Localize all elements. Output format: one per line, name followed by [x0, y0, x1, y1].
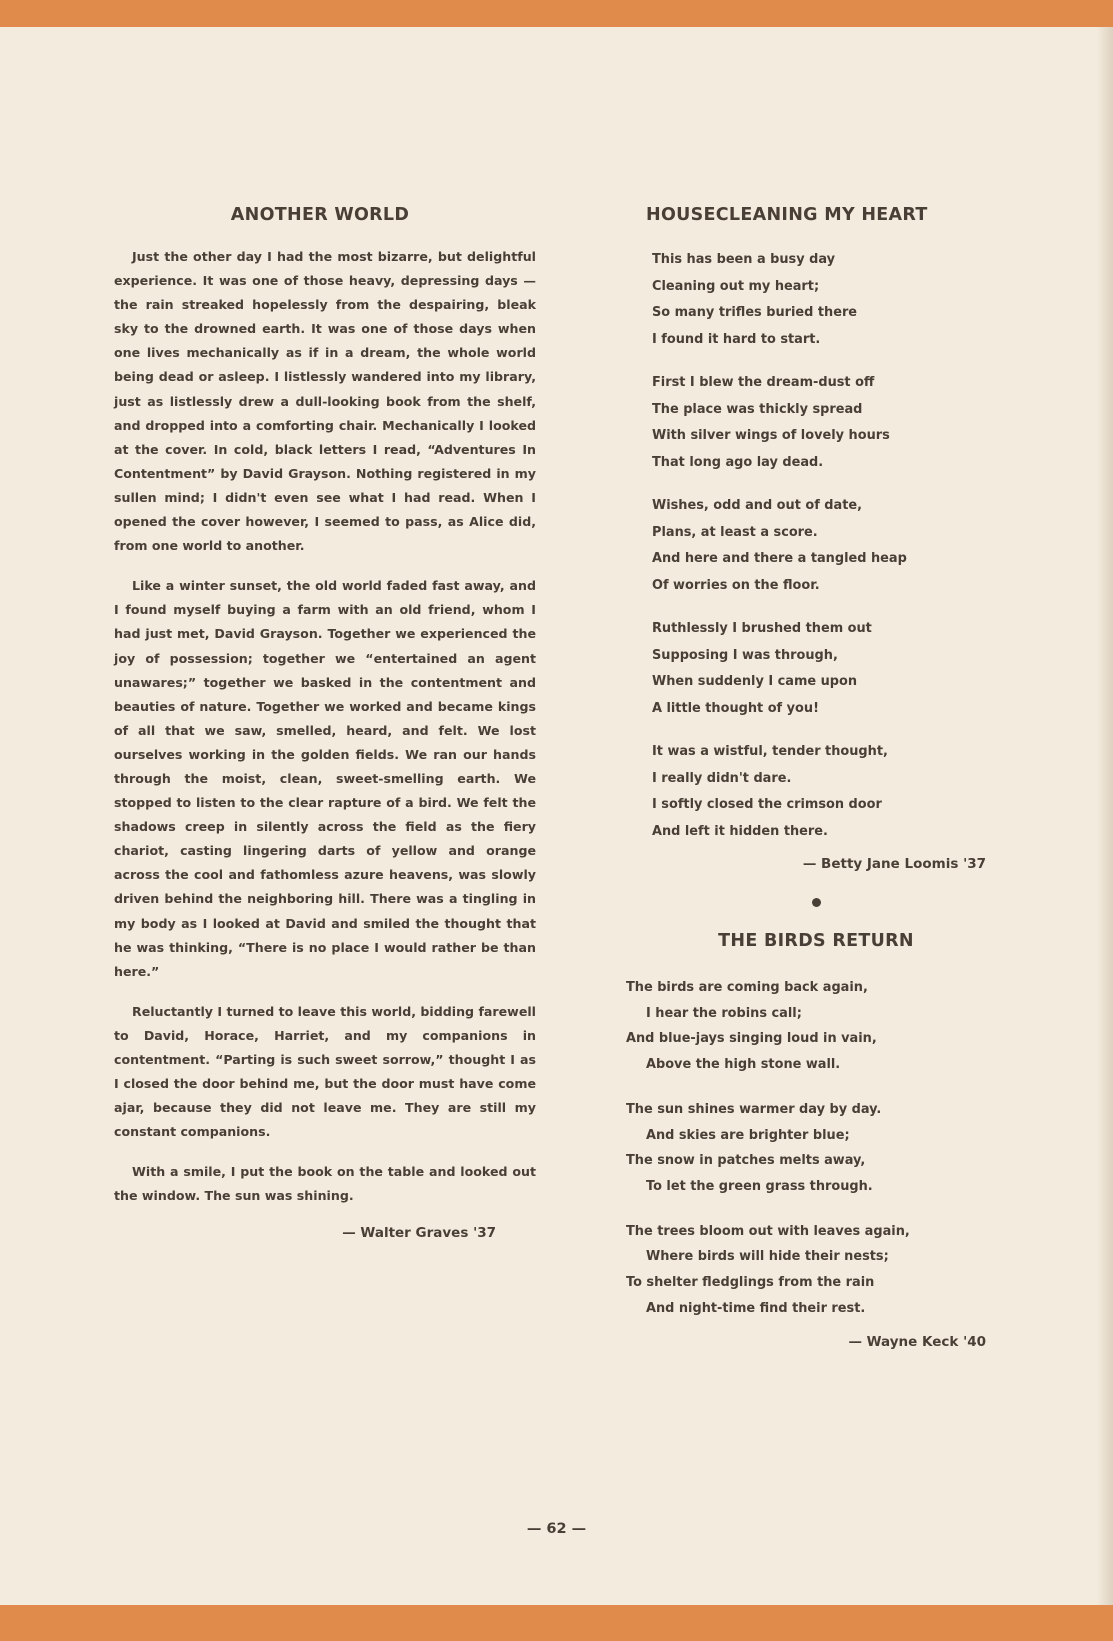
poem-line: The snow in patches melts away, [626, 1153, 866, 1169]
poem-line: With silver wings of lovely hours [652, 428, 890, 443]
poem-line: To let the green grass through. [646, 1178, 873, 1194]
poem-line: And night-time find their rest. [646, 1300, 866, 1316]
poem-line: I hear the robins call; [646, 1005, 802, 1021]
poem2-stanza-3 [626, 1219, 986, 1322]
poem-line: So many trifles buried there [652, 305, 858, 320]
poem-line: A little thought of you! [652, 700, 819, 716]
essay-paragraph-2: Like a winter sunset, the old world faded fast away, and I found myself buying a farm with an old friend, whom I had just met, David Grayson. Together we experienced the joy of possession; together we “entertained an agent unawares;” together we basked in the contentment and beauties of nature. Together we worked and became kings of all that we saw, smelled, heard, and felt. We lost ourselves working in the golden fields. We ran our hands through the moist, clean, sweet-smelling earth. We stopped to listen to the clear rapture of a bird. We felt the shadows creep in silently across the field as the fiery chariot, casting lingering darts of yellow and orange across the cool and fathomless azure heavens, was slowly driven behind the neighboring hill. There was a tingling in my body as I looked at David and smiled the thought that he was thinking, “There is no place I would rather be than here.” [114, 578, 536, 979]
poem-line: Cleaning out my heart; [652, 278, 820, 294]
left-column [114, 205, 536, 1241]
poem-line: And here and there a tangled heap [652, 551, 907, 566]
birds-return-poem [626, 975, 986, 1321]
right-column [626, 205, 986, 1350]
poem-line: That long ago lay dead. [652, 454, 824, 470]
another-world-essay [114, 245, 536, 1209]
birds-return-section [626, 931, 986, 1350]
poem-line: I found it hard to start. [652, 331, 821, 347]
housecleaning-poem [626, 247, 986, 845]
poem-line: The trees bloom out with leaves again, [626, 1223, 910, 1239]
poem1-stanza-4 [652, 616, 986, 722]
poem-line: The sun shines warmer day by day. [626, 1101, 882, 1117]
poem-line: The birds are coming back again, [626, 980, 868, 995]
poem-line: I really didn't dare. [652, 770, 792, 786]
poem-line: Of worries on the floor. [652, 577, 820, 593]
poem-line: Where birds will hide their nests; [646, 1249, 889, 1265]
poem-line: Wishes, odd and out of date, [652, 498, 863, 513]
poem-line: Supposing I was through, [652, 647, 838, 663]
poem-line: Ruthlessly I brushed them out [652, 621, 872, 636]
poem1-stanza-3 [652, 493, 986, 599]
poem-line: When suddenly I came upon [652, 674, 858, 689]
top-color-band [0, 0, 1113, 27]
bottom-color-band [0, 1605, 1113, 1641]
essay-paragraph-4: With a smile, I put the book on the table and looked out the window. The sun was shining. [114, 1164, 536, 1204]
poem-line: It was a wistful, tender thought, [652, 744, 888, 759]
page-edge-shadow [1097, 27, 1113, 1605]
poem-line: This has been a busy day [652, 252, 836, 267]
poem-line: And left it hidden there. [652, 823, 828, 839]
poem-line: Plans, at least a score. [652, 524, 818, 540]
poem2-stanza-1 [626, 975, 986, 1078]
essay-paragraph-1: Just the other day I had the most bizarre, but delightful experience. It was one of those heavy, depressing days — the rain streaked hopelessly from the despairing, bleak sky to the drowned earth. It was one of those days when one lives mechanically as if in a dream, the whole world being dead or asleep. I listlessly wandered into my library, just as listlessly drew a dull-looking book from the shelf, and dropped into a comforting chair. Mechanically I looked at the cover. In cold, black letters I read, “Adventures In Contentment” by David Grayson. Nothing registered in my sullen mind; I didn't even see what I had read. When I opened the cover however, I seemed to pass, as Alice did, from one world to another. [114, 249, 536, 554]
section-divider-bullet [812, 898, 821, 907]
wayne-keck-byline: — Wayne Keck '40 [848, 1334, 986, 1351]
birds-return-title: THE BIRDS RETURN [718, 931, 914, 951]
poem1-stanza-2 [652, 370, 986, 476]
housecleaning-title: HOUSECLEANING MY HEART [646, 205, 928, 225]
another-world-title: ANOTHER WORLD [230, 205, 410, 225]
poem-line: First I blew the dream-dust off [652, 375, 875, 390]
poem2-stanza-2 [626, 1097, 986, 1200]
poem-line: And blue-jays singing loud in vain, [626, 1031, 877, 1047]
essay-paragraph-3: Reluctantly I turned to leave this world, bidding farewell to David, Horace, Harriet, and my companions in contentment. “Parting is such sweet sorrow,” thought I as I closed the door behind me, but the door must have come ajar, because they did not leave me. They are still my constant companions. [114, 1003, 536, 1140]
walter-graves-byline: — Walter Graves '37 [342, 1224, 496, 1241]
poem-line: The place was thickly spread [652, 401, 863, 417]
poem-line: I softly closed the crimson door [652, 797, 882, 812]
poem-line: Above the high stone wall. [646, 1057, 841, 1073]
poem1-stanza-1 [652, 247, 986, 353]
poem1-stanza-5 [652, 739, 986, 845]
page-number: — 62 — [526, 1521, 587, 1537]
poem-line: To shelter fledglings from the rain [626, 1275, 875, 1291]
betty-jane-loomis-byline: — Betty Jane Loomis '37 [802, 856, 986, 872]
poem-line: And skies are brighter blue; [646, 1127, 850, 1143]
